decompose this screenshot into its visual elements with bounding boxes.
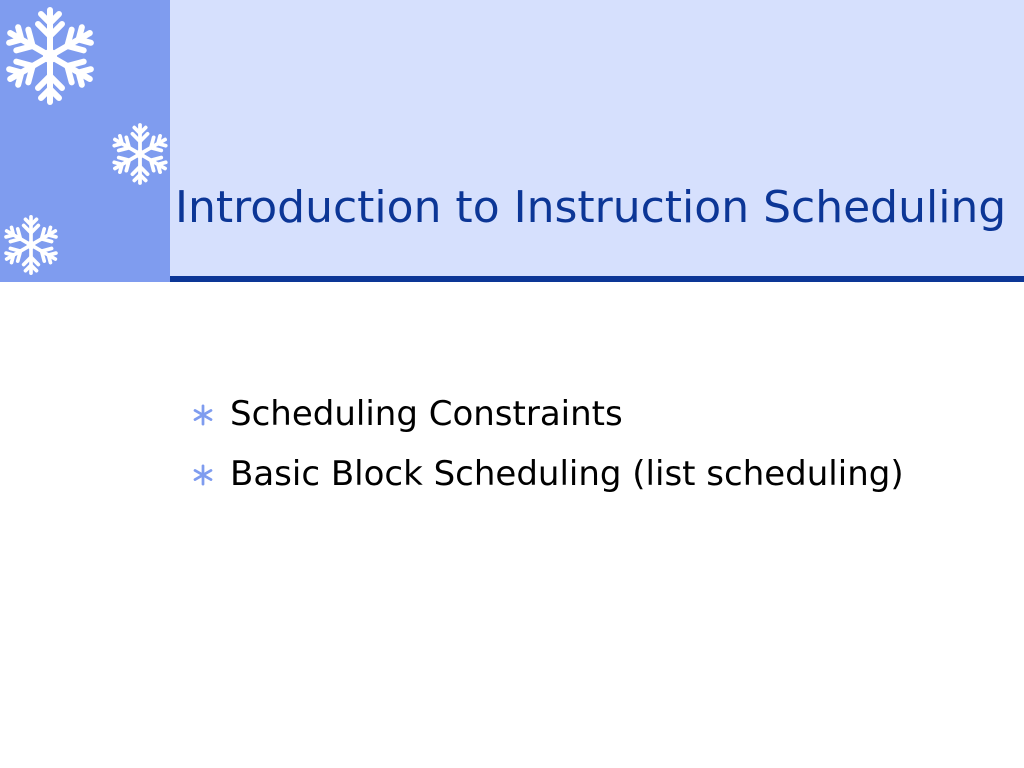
- snowflake-bullet-icon: [192, 404, 214, 426]
- snowflake-bullet-icon: [192, 464, 214, 486]
- bullet-list: [188, 390, 1008, 510]
- list-item: [188, 450, 1008, 510]
- title-rule: [170, 276, 1024, 282]
- bullet-text: Basic Block Scheduling (list scheduling): [230, 454, 904, 494]
- snowflake-icon: [0, 212, 62, 278]
- snowflake-icon: [108, 120, 172, 188]
- snowflake-icon: [0, 2, 100, 110]
- list-item: [188, 390, 1008, 450]
- slide-title: Introduction to Instruction Scheduling: [175, 182, 1007, 233]
- bullet-text: Scheduling Constraints: [230, 394, 623, 434]
